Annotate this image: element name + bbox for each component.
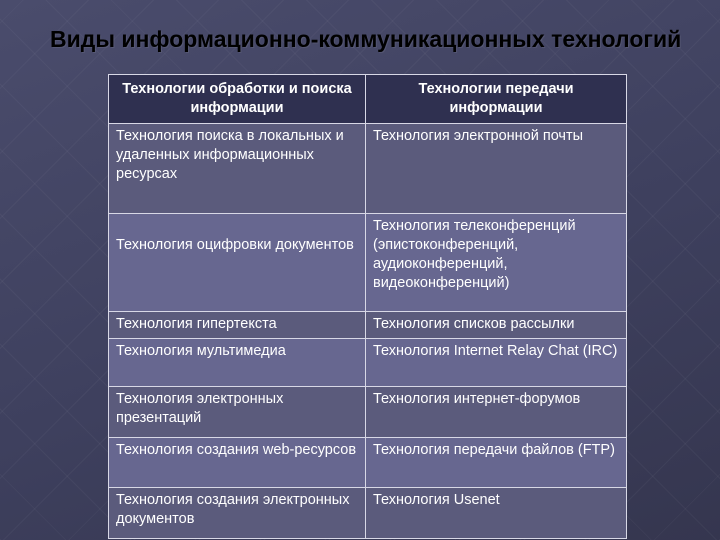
table-row	[109, 312, 627, 339]
table-cell: Технология электронных презентаций	[109, 387, 366, 438]
table-cell: Технология гипертекста	[109, 312, 366, 339]
table-cell: Технология поиска в локальных и удаленных информационных ресурсах	[109, 124, 366, 214]
header-transfer: Технологии передачи информации	[366, 75, 627, 124]
table-cell: Технология создания web-ресурсов	[109, 438, 366, 488]
table-cell: Технология Usenet	[366, 488, 627, 539]
table-header-row	[109, 75, 627, 124]
table-row	[109, 214, 627, 312]
table-cell: Технология оцифровки документов	[109, 214, 366, 312]
slide-title: Виды информационно-коммуникационных технологий	[50, 26, 682, 52]
table-cell: Технология создания электронных документов	[109, 488, 366, 539]
table-cell: Технология мультимедиа	[109, 339, 366, 387]
table-row	[109, 387, 627, 438]
table-cell: Технология Internet Relay Chat (IRC)	[366, 339, 627, 387]
table-row	[109, 438, 627, 488]
table-row	[109, 488, 627, 539]
header-processing: Технологии обработки и поиска информации	[109, 75, 366, 124]
table-cell: Технология передачи файлов (FTP)	[366, 438, 627, 488]
table-row	[109, 124, 627, 214]
table-row	[109, 339, 627, 387]
table-cell: Технология списков рассылки	[366, 312, 627, 339]
technology-table	[108, 74, 627, 539]
table-cell: Технология электронной почты	[366, 124, 627, 214]
table-cell: Технология телеконференций (эпистоконференций, аудиоконференций, видеоконференций)	[366, 214, 627, 312]
table-cell: Технология интернет-форумов	[366, 387, 627, 438]
